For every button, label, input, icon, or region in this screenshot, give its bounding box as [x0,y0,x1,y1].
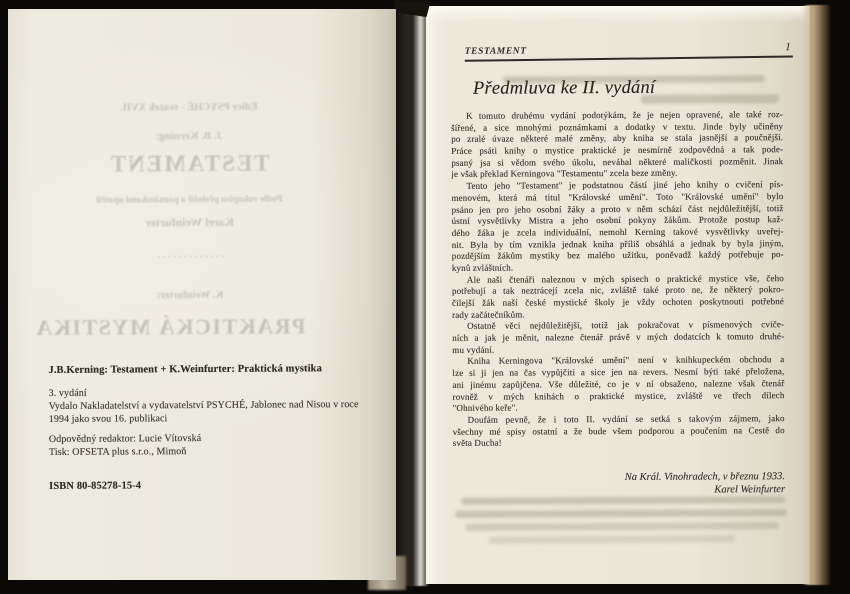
body-line: Doufám pevně, že i toto II. vydání se setká s takovým zájmem, jako [467,413,785,425]
signature-place-date: Na Král. Vinohradech, v březnu 1933. [624,471,785,483]
body-line: je však překlad Kerningova "Testamentu" zcela beze změny. [451,168,678,180]
right-page-content [424,5,811,585]
body-line: potřebují a tak neztrácejí zcela nic, zvláště také proto ne, že některý pokro- [451,284,784,297]
body-line: mu vydání. [452,344,495,355]
body-line: Práce psáti knihy o mystice praktické je nesmírně zodpovědná a tak pode- [451,144,784,156]
ghost-showthrough-line [455,509,787,518]
running-header [464,41,793,63]
body-line: rovněž v mých knihách o praktické mystice, zvláště ve třech dílech [452,389,785,402]
body-line: lze si ji jen na čas vypůjčiti a sice jen na revers. Nesmí býti také přeložena, [452,366,785,378]
ghost-author1-line: J. B. Kerning: [155,129,223,143]
ghost-title-testament: TESTAMENT [108,150,270,177]
body-line: kynů zvláštních. [451,262,514,273]
ghost-author2-line: K. Weinfurter: [156,289,224,302]
body-line: světa Ducha! [452,437,502,449]
colophon-title: J.B.Kerning: Testament + K.Weinfurter: Praktická mystika [48,363,322,376]
body-line: K tomuto druhému vydání podotýkám, že je nejen opravené, ale také roz- [466,109,784,121]
left-page [8,9,396,580]
gutter-shadow [392,4,430,586]
running-title: TESTAMENT [464,46,527,57]
left-page-content [6,8,397,581]
colophon-edition: 3. vydání [48,387,87,399]
body-line: po zralé úvaze některé malé změny, aby kniha se stala jasnější a poučnější. [451,132,784,145]
body-line: ústní vysvětlivky Mistra a jeho osobní pokyny žákům. Protože postup kaž- [451,214,784,227]
body-line: všechny mé spisy ostatní a že bude všem podporou a poučením na Cestě do [452,424,785,437]
body-line: ani jinému zapůjčena. Vše důležité, co je v ní obsaženo, nalezne však čtenář [452,377,785,390]
right-page [426,6,810,584]
body-line: ních a jak je měnit, nalezne čtenář právě v mých dodatcích k tomuto druhé- [452,331,785,343]
body-line: Ale naši čtenáři naleznou v mých spisech o praktické mystice vše, čeho [466,272,784,285]
ghost-series-line: Edice PSYCHÉ - svazek XVII. [120,101,258,114]
ghost-showthrough-line [489,535,735,543]
colophon-isbn: ISBN 80-85278-15-4 [49,480,142,492]
ghost-translator-line: Karel Weinfurter [144,214,235,230]
body-line: nit. Byla by tím vznikla jednak kniha příliš obsáhlá a jednak by byla jiným, [451,237,784,250]
body-line: psáno jen pro jeho osobní žáky a proto v něm schází část nejdůležitější, totiž [451,202,784,215]
body-text [451,109,785,450]
body-line: šířené, a sice mnohými poznámkami a dodatky v textu. Jinde byly učiněny [451,120,784,133]
colophon-publisher-line1: Vydalo Nakladatelství a vydavatelství PSYCHÉ, Jablonec nad Nisou v roce [48,399,359,412]
body-line: rady začátečníkům. [452,309,525,320]
colophon-editor: Odpovědný redaktor: Lucie Vítovská [48,433,202,445]
body-line: Tento jeho "Testament" je podstatnou částí jiné jeho knihy o cvičení pís- [466,179,784,191]
body-line: Ostatně věci nejdůležitější, totiž jak pokračovat v písmenových cviče- [467,319,785,332]
body-line: dého žáka je zcela individuální, nemohl Kerning takové vysvětlivky uveřej- [451,226,784,238]
body-line: čilejší žák naší české mystické školy je vždy ochoten poskytnouti potřebné [452,296,785,308]
ghost-showthrough-line [641,94,779,104]
body-line: Kniha Kerningova "Královské umění" není v knihkupeckém obchodu a [467,354,785,367]
ghost-divider-dots: ············· [155,251,225,264]
page-number: 1 [785,41,791,54]
colophon-publisher-line2: 1994 jako svou 16. publikaci [48,413,168,425]
signature-name: Karel Weinfurter [714,484,786,496]
body-line: menovém, která má titul "Královské umění". Toto "Královské umění" bylo [451,190,784,203]
body-line: psaný jsa si vědom svého úkolu, neváhal některé maličkosti pozměnit. Jinak [451,155,784,168]
body-line: pozdějším žákům mystiky bez malého užitku, poněvadž každý potřebuje po- [451,249,784,262]
ghost-showthrough-line [465,522,779,531]
preface-title: Předmluva ke II. vydání [472,77,656,99]
colophon-printer: Tisk: OFSETA plus s.r.o., Mimoň [48,446,187,458]
fore-edge-pages [802,5,830,585]
ghost-title-prakticka-mystika: PRAKTICKÁ MYSTIKA [34,313,306,341]
ghost-subtitle-line: Podle rukopisu přeložil a poznámkami opatřil [96,194,283,206]
body-line: "Ohnivého keře". [452,402,518,414]
ghost-showthrough-line [461,496,785,505]
